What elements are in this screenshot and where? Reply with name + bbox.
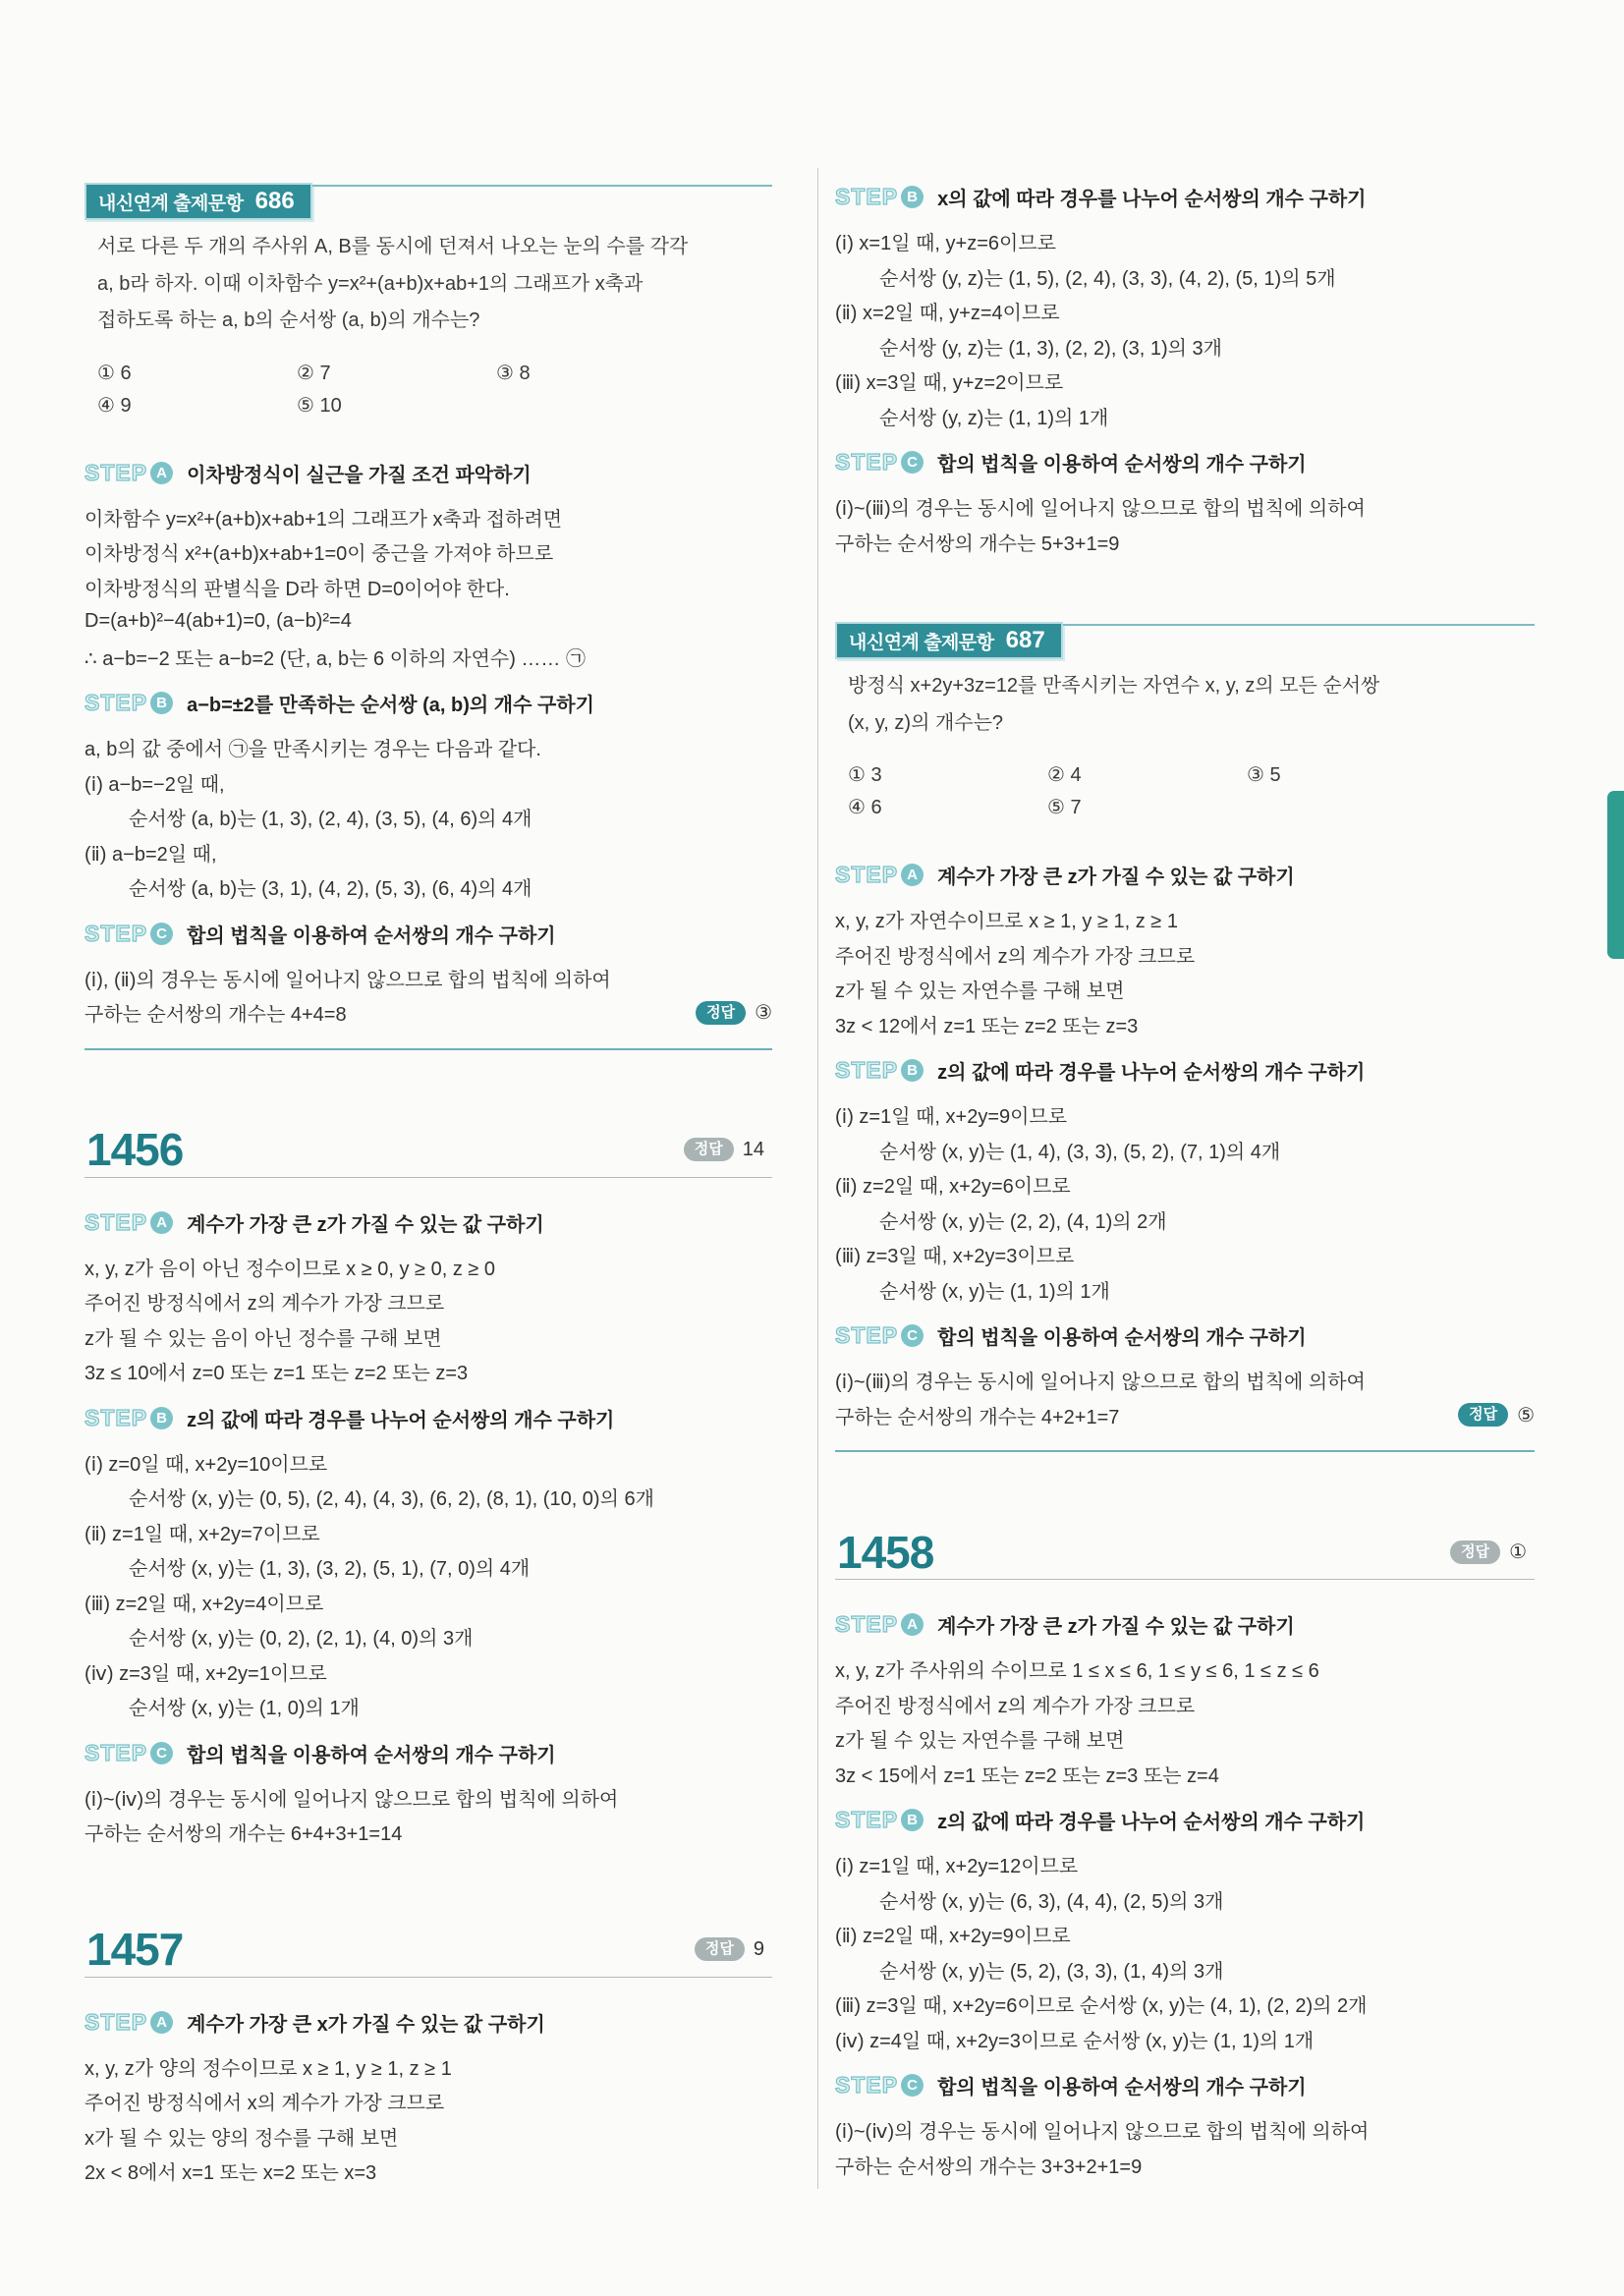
solution-text: z가 될 수 있는 음이 아닌 정수를 구해 보면 (84, 1327, 442, 1350)
solution-text: D=(a+b)²−4(ab+1)=0, (a−b)²=4 (84, 610, 352, 633)
step-heading (835, 1053, 1535, 1088)
solution-body (835, 224, 1535, 433)
step-heading (84, 456, 772, 490)
solution-line (84, 1250, 772, 1285)
step-label: STEP (835, 1611, 899, 1637)
solution-text: 주어진 방정식에서 z의 계수가 가장 크므로 (84, 1293, 445, 1316)
problem-statement (84, 229, 772, 340)
problem-number: 1458 (837, 1526, 934, 1578)
choice-item: ⑤ 7 (1047, 797, 1082, 818)
step-heading (835, 1318, 1535, 1353)
case-detail: 순서쌍 (x, y)는 (1, 4), (3, 3), (5, 2), (7, 1)의 4개 (879, 1141, 1281, 1163)
step-heading (84, 686, 772, 720)
step-letter-badge: C (150, 1742, 173, 1764)
answer-badge (1450, 1540, 1527, 1564)
answer-badge (1458, 1403, 1535, 1428)
solution-line (835, 937, 1535, 973)
case-head: (ⅲ) x=3일 때, y+z=2이므로 (835, 372, 1064, 395)
solution-line (835, 972, 1535, 1007)
answer-choices (835, 759, 1535, 824)
solution-line (835, 1007, 1535, 1042)
case-head: (ⅲ) z=2일 때, x+2y=4이므로 (84, 1593, 324, 1615)
solution-text: 3z ≤ 10에서 z=0 또는 z=1 또는 z=2 또는 z=3 (84, 1363, 469, 1385)
problem-line: 서로 다른 두 개의 주사위 A, B를 동시에 던져서 나오는 눈의 수를 각각 (97, 236, 689, 257)
step-heading (835, 180, 1535, 214)
solution-text: (ⅰ)~(ⅳ)의 경우는 동시에 일어나지 않으므로 합의 법칙에 의하여 (835, 2121, 1370, 2144)
step-title: 합의 법칙을 이용하여 순서쌍의 개수 구하기 (937, 1327, 1307, 1349)
column-divider (817, 168, 818, 2189)
choice-item: ⑤ 10 (297, 394, 342, 417)
step-title: 합의 법칙을 이용하여 순서쌍의 개수 구하기 (937, 2077, 1307, 2099)
problem-header-tab (835, 622, 1063, 659)
solution-body (835, 1097, 1535, 1307)
step-letter-badge: A (150, 1211, 173, 1234)
step-label: STEP (835, 449, 899, 475)
case-head: (ⅱ) z=2일 때, x+2y=9이므로 (835, 1926, 1071, 1948)
solution-line (84, 2049, 772, 2085)
solution-line (835, 1721, 1535, 1757)
solution-text: 이차함수 y=x²+(a+b)x+ab+1의 그래프가 x축과 접하려면 (84, 508, 563, 531)
choice-item: ① 6 (97, 362, 132, 384)
section-divider (84, 1048, 772, 1050)
solution-text: x, y, z가 양의 정수이므로 x ≥ 1, y ≥ 1, z ≥ 1 (84, 2057, 452, 2080)
choice-item: ④ 6 (848, 797, 882, 818)
choice-item: ③ 5 (1247, 764, 1281, 786)
solution-line (84, 640, 772, 675)
choice-item: ② 4 (1047, 764, 1082, 786)
step-heading (84, 1205, 772, 1240)
answer-value: ① (1509, 1541, 1527, 1563)
solution-body (84, 1445, 772, 1724)
choice-item: ③ 8 (496, 362, 531, 384)
solution-text: 구하는 순서쌍의 개수는 5+3+1=9 (835, 532, 1120, 555)
header-rule (312, 185, 772, 187)
step-title: z의 값에 따라 경우를 나누어 순서쌍의 개수 구하기 (937, 1062, 1366, 1084)
solution-text: 구하는 순서쌍의 개수는 4+4=8 (84, 1004, 347, 1027)
step-title: 계수가 가장 큰 z가 가질 수 있는 값 구하기 (187, 1213, 544, 1236)
step-letter-badge: B (901, 1059, 924, 1082)
solution-text: ∴ a−b=−2 또는 a−b=2 (단, a, b는 6 이하의 자연수) …… ㉠ (84, 647, 586, 670)
case-detail: 순서쌍 (y, z)는 (1, 5), (2, 4), (3, 3), (4, 2), (5, 1)의 5개 (879, 267, 1336, 290)
chapter-edge-tab (1607, 791, 1624, 959)
step-letter-badge: A (150, 462, 173, 484)
problem-header (835, 622, 1535, 661)
choice-item: ① 3 (848, 764, 882, 786)
problem-line: 접하도록 하는 a, b의 순서쌍 (a, b)의 개수는? (97, 309, 480, 331)
solution-body (84, 2049, 772, 2189)
solution-text: 주어진 방정식에서 x의 계수가 가장 크므로 (84, 2093, 445, 2115)
solution-line (835, 2148, 1535, 2183)
step-label: STEP (84, 2008, 148, 2035)
case-head: (ⅱ) z=1일 때, x+2y=7이므로 (84, 1523, 320, 1545)
section-divider (835, 1450, 1535, 1452)
case-detail: 순서쌍 (x, y)는 (1, 3), (3, 2), (5, 1), (7, 0)의 4개 (129, 1558, 531, 1581)
problem-number-row (84, 1923, 772, 1978)
solution-line (835, 489, 1535, 525)
case-head: (ⅳ) z=4일 때, x+2y=3이므로 순서쌍 (x, y)는 (1, 1)의 1개 (835, 2030, 1315, 2052)
step-title: 이차방정식이 실근을 가질 조건 파악하기 (187, 464, 532, 486)
solution-line (84, 570, 772, 605)
case-detail: 순서쌍 (x, y)는 (0, 2), (2, 1), (4, 0)의 3개 (129, 1628, 474, 1651)
case-detail: 순서쌍 (y, z)는 (1, 3), (2, 2), (3, 1)의 3개 (879, 337, 1222, 360)
problem-number-row (84, 1123, 772, 1178)
solution-text: x, y, z가 자연수이므로 x ≥ 1, y ≥ 1, z ≥ 1 (835, 911, 1178, 933)
solution-line (835, 1652, 1535, 1687)
solution-body (84, 730, 772, 905)
solution-line (84, 2084, 772, 2119)
solution-text: (ⅰ)~(ⅳ)의 경우는 동시에 일어나지 않으므로 합의 법칙에 의하여 (84, 1788, 619, 1811)
step-heading (84, 917, 772, 951)
step-label: STEP (84, 1208, 148, 1235)
problem-number: 1456 (86, 1124, 184, 1175)
problem-line: a, b라 하자. 이때 이차함수 y=x²+(a+b)x+ab+1의 그래프가 x축과 (97, 272, 644, 295)
header-number: 686 (254, 188, 295, 214)
step-title: 계수가 가장 큰 z가 가질 수 있는 값 구하기 (937, 1616, 1295, 1638)
solution-body (835, 902, 1535, 1041)
choice-item: ② 7 (297, 362, 331, 384)
case-head: (ⅱ) z=2일 때, x+2y=6이므로 (835, 1176, 1071, 1199)
step-label: STEP (835, 1807, 899, 1832)
answer-label-pill: 정답 (1450, 1540, 1500, 1564)
step-title: 합의 법칙을 이용하여 순서쌍의 개수 구하기 (187, 924, 556, 947)
step-letter-badge: A (901, 864, 924, 886)
step-heading (835, 1607, 1535, 1642)
step-letter-badge: C (901, 1324, 924, 1347)
case-head: (ⅱ) a−b=2일 때, (84, 843, 217, 866)
step-label: STEP (84, 920, 148, 946)
header-label: 내신연계 출제문항 (849, 632, 994, 653)
step-letter-badge: B (150, 1407, 173, 1429)
solution-text: 2x < 8에서 x=1 또는 x=2 또는 x=3 (84, 2162, 377, 2185)
solution-body (835, 489, 1535, 559)
answer-label-pill: 정답 (684, 1138, 734, 1161)
solution-text: 이차방정식 x²+(a+b)x+ab+1=0이 중근을 가져야 하므로 (84, 543, 554, 566)
case-detail: 순서쌍 (x, y)는 (2, 2), (4, 1)의 2개 (879, 1210, 1167, 1233)
solution-text: 3z < 12에서 z=1 또는 z=2 또는 z=3 (835, 1015, 1139, 1037)
solution-line (84, 1354, 772, 1389)
problem-statement (835, 668, 1535, 742)
case-detail: 순서쌍 (a, b)는 (1, 3), (2, 4), (3, 5), (4, 6)의 4개 (129, 809, 532, 831)
solution-line (84, 1815, 772, 1850)
step-title: 합의 법칙을 이용하여 순서쌍의 개수 구하기 (187, 1744, 556, 1766)
solution-text: x, y, z가 음이 아닌 정수이므로 x ≥ 0, y ≥ 0, z ≥ 0 (84, 1258, 496, 1280)
case-head: (ⅰ) x=1일 때, y+z=6이므로 (835, 233, 1056, 255)
choice-item: ④ 9 (97, 394, 132, 417)
header-label: 내신연계 출제문항 (98, 193, 244, 214)
step-label: STEP (84, 690, 148, 715)
choice-row (97, 390, 772, 422)
problem-line: (x, y, z)의 개수는? (848, 711, 1004, 734)
step-label: STEP (835, 184, 899, 209)
solution-text: (ⅰ)~(ⅲ)의 경우는 동시에 일어나지 않으므로 합의 법칙에 의하여 (835, 498, 1366, 521)
step-letter-badge: B (901, 1809, 924, 1831)
solution-line (84, 534, 772, 570)
step-letter-badge: C (150, 923, 173, 945)
answer-value: 9 (753, 1937, 764, 1960)
header-number: 687 (1005, 627, 1045, 653)
case-detail: 순서쌍 (x, y)는 (1, 0)의 1개 (129, 1698, 360, 1720)
solution-text: x가 될 수 있는 양의 정수를 구해 보면 (84, 2127, 399, 2150)
solution-body (84, 1780, 772, 1850)
step-label: STEP (835, 1057, 899, 1083)
solution-text: (ⅰ)~(ⅲ)의 경우는 동시에 일어나지 않으므로 합의 법칙에 의하여 (835, 1372, 1366, 1394)
answer-value: ⑤ (1517, 1404, 1535, 1427)
solution-text: 주어진 방정식에서 z의 계수가 가장 크므로 (835, 945, 1196, 968)
choice-row (97, 358, 772, 390)
step-heading (835, 1803, 1535, 1837)
step-heading (84, 1401, 772, 1435)
case-detail: 순서쌍 (a, b)는 (3, 1), (4, 2), (5, 3), (6, 4)의 4개 (129, 878, 532, 901)
solution-line (84, 1780, 772, 1816)
solution-line (84, 1284, 772, 1319)
step-label: STEP (835, 2072, 899, 2098)
solution-body (835, 2112, 1535, 2182)
solution-body (84, 500, 772, 675)
solution-line (835, 902, 1535, 937)
solution-body (84, 1250, 772, 1389)
case-head: (ⅱ) x=2일 때, y+z=4이므로 (835, 303, 1060, 325)
choice-row (848, 792, 1535, 824)
answer-choices (84, 358, 772, 422)
answer-value: 14 (742, 1138, 764, 1160)
solution-line (84, 2119, 772, 2155)
answer-label-pill: 정답 (696, 1001, 746, 1025)
solution-text: 구하는 순서쌍의 개수는 3+3+2+1=9 (835, 2156, 1143, 2178)
step-letter-badge: C (901, 451, 924, 474)
step-label: STEP (84, 1739, 148, 1765)
case-head: (ⅰ) z=1일 때, x+2y=12이므로 (835, 1856, 1079, 1878)
case-detail: 순서쌍 (x, y)는 (5, 2), (3, 3), (1, 4)의 3개 (879, 1960, 1224, 1983)
step-label: STEP (835, 862, 899, 887)
solution-body (835, 1652, 1535, 1791)
solution-text: (ⅰ), (ⅱ)의 경우는 동시에 일어나지 않으므로 합의 법칙에 의하여 (84, 969, 611, 991)
step-label: STEP (84, 459, 148, 485)
solution-line (835, 1757, 1535, 1792)
solution-line (835, 2112, 1535, 2148)
problem-header-tab (84, 183, 312, 220)
step-title: x의 값에 따라 경우를 나누어 순서쌍의 개수 구하기 (937, 189, 1367, 210)
step-letter-badge: A (150, 2011, 173, 2034)
left-column (84, 183, 772, 2189)
problem-line: 방정식 x+2y+3z=12를 만족시키는 자연수 x, y, z의 모든 순서쌍 (848, 675, 1380, 697)
step-label: STEP (84, 1404, 148, 1430)
answer-label-pill: 정답 (1458, 1403, 1508, 1427)
step-title: 계수가 가장 큰 z가 가질 수 있는 값 구하기 (937, 867, 1295, 888)
solution-line (84, 604, 772, 640)
solution-body (835, 1363, 1535, 1432)
solution-line (84, 961, 772, 996)
case-head: (ⅲ) z=3일 때, x+2y=6이므로 순서쌍 (x, y)는 (4, 1), (2, 2)의 2개 (835, 1995, 1368, 2018)
step-label: STEP (835, 1322, 899, 1348)
case-head: (ⅲ) z=3일 때, x+2y=3이므로 (835, 1246, 1075, 1268)
case-head: (ⅳ) z=3일 때, x+2y=1이므로 (84, 1662, 327, 1685)
case-detail: 순서쌍 (x, y)는 (0, 5), (2, 4), (4, 3), (6, 2), (8, 1), (10, 0)의 6개 (129, 1488, 654, 1511)
solution-line (835, 1398, 1535, 1433)
case-detail: 순서쌍 (x, y)는 (6, 3), (4, 4), (2, 5)의 3개 (879, 1890, 1224, 1913)
step-letter-badge: B (901, 186, 924, 208)
answer-value: ③ (755, 1002, 772, 1025)
solution-line (835, 1687, 1535, 1722)
step-heading (835, 858, 1535, 892)
step-heading (835, 2068, 1535, 2102)
solution-line (84, 500, 772, 535)
step-title: z의 값에 따라 경우를 나누어 순서쌍의 개수 구하기 (187, 1409, 615, 1431)
solution-text: x, y, z가 주사위의 수이므로 1 ≤ x ≤ 6, 1 ≤ y ≤ 6, 1 ≤ z ≤ 6 (835, 1660, 1319, 1683)
solution-line (84, 995, 772, 1031)
choice-row (848, 759, 1535, 792)
solution-line (84, 1319, 772, 1355)
problem-header (84, 183, 772, 222)
solution-line (835, 525, 1535, 560)
solution-text: 구하는 순서쌍의 개수는 4+2+1=7 (835, 1406, 1120, 1428)
step-letter-badge: B (150, 692, 173, 714)
step-letter-badge: A (901, 1613, 924, 1636)
problem-number: 1457 (86, 1924, 184, 1975)
solution-line (84, 730, 772, 765)
step-title: 합의 법칙을 이용하여 순서쌍의 개수 구하기 (937, 454, 1307, 476)
step-heading (84, 1736, 772, 1770)
case-detail: 순서쌍 (x, y)는 (1, 1)의 1개 (879, 1280, 1110, 1303)
solution-line (84, 2154, 772, 2189)
solution-text: 이차방정식의 판별식을 D라 하면 D=0이어야 한다. (84, 578, 510, 600)
answer-badge (684, 1138, 764, 1161)
case-head: (ⅰ) z=0일 때, x+2y=10이므로 (84, 1453, 328, 1476)
case-head: (ⅰ) a−b=−2일 때, (84, 773, 225, 796)
case-detail: 순서쌍 (y, z)는 (1, 1)의 1개 (879, 407, 1109, 429)
solution-text: 주어진 방정식에서 z의 계수가 가장 크므로 (835, 1695, 1196, 1717)
solution-text: z가 될 수 있는 자연수를 구해 보면 (835, 1730, 1125, 1753)
solution-text: z가 될 수 있는 자연수를 구해 보면 (835, 980, 1125, 1003)
solution-body (84, 961, 772, 1031)
header-rule (1063, 624, 1535, 626)
case-head: (ⅰ) z=1일 때, x+2y=9이므로 (835, 1106, 1068, 1129)
solution-text: a, b의 값 중에서 ㉠을 만족시키는 경우는 다음과 같다. (84, 739, 541, 761)
answer-badge (696, 1000, 772, 1025)
step-title: 계수가 가장 큰 x가 가질 수 있는 값 구하기 (187, 2013, 545, 2036)
problem-number-row (835, 1525, 1535, 1580)
solution-text: 3z < 15에서 z=1 또는 z=2 또는 z=3 또는 z=4 (835, 1764, 1219, 1787)
answer-badge (695, 1937, 764, 1961)
right-column (835, 168, 1535, 2182)
solution-body (835, 1847, 1535, 2056)
step-title: a−b=±2를 만족하는 순서쌍 (a, b)의 개수 구하기 (187, 695, 594, 716)
answer-label-pill: 정답 (695, 1937, 745, 1961)
step-title: z의 값에 따라 경우를 나누어 순서쌍의 개수 구하기 (937, 1812, 1366, 1833)
solution-text: 구하는 순서쌍의 개수는 6+4+3+1=14 (84, 1823, 403, 1846)
step-letter-badge: C (901, 2074, 924, 2097)
step-heading (84, 2005, 772, 2040)
solution-line (835, 1363, 1535, 1398)
step-heading (835, 445, 1535, 479)
